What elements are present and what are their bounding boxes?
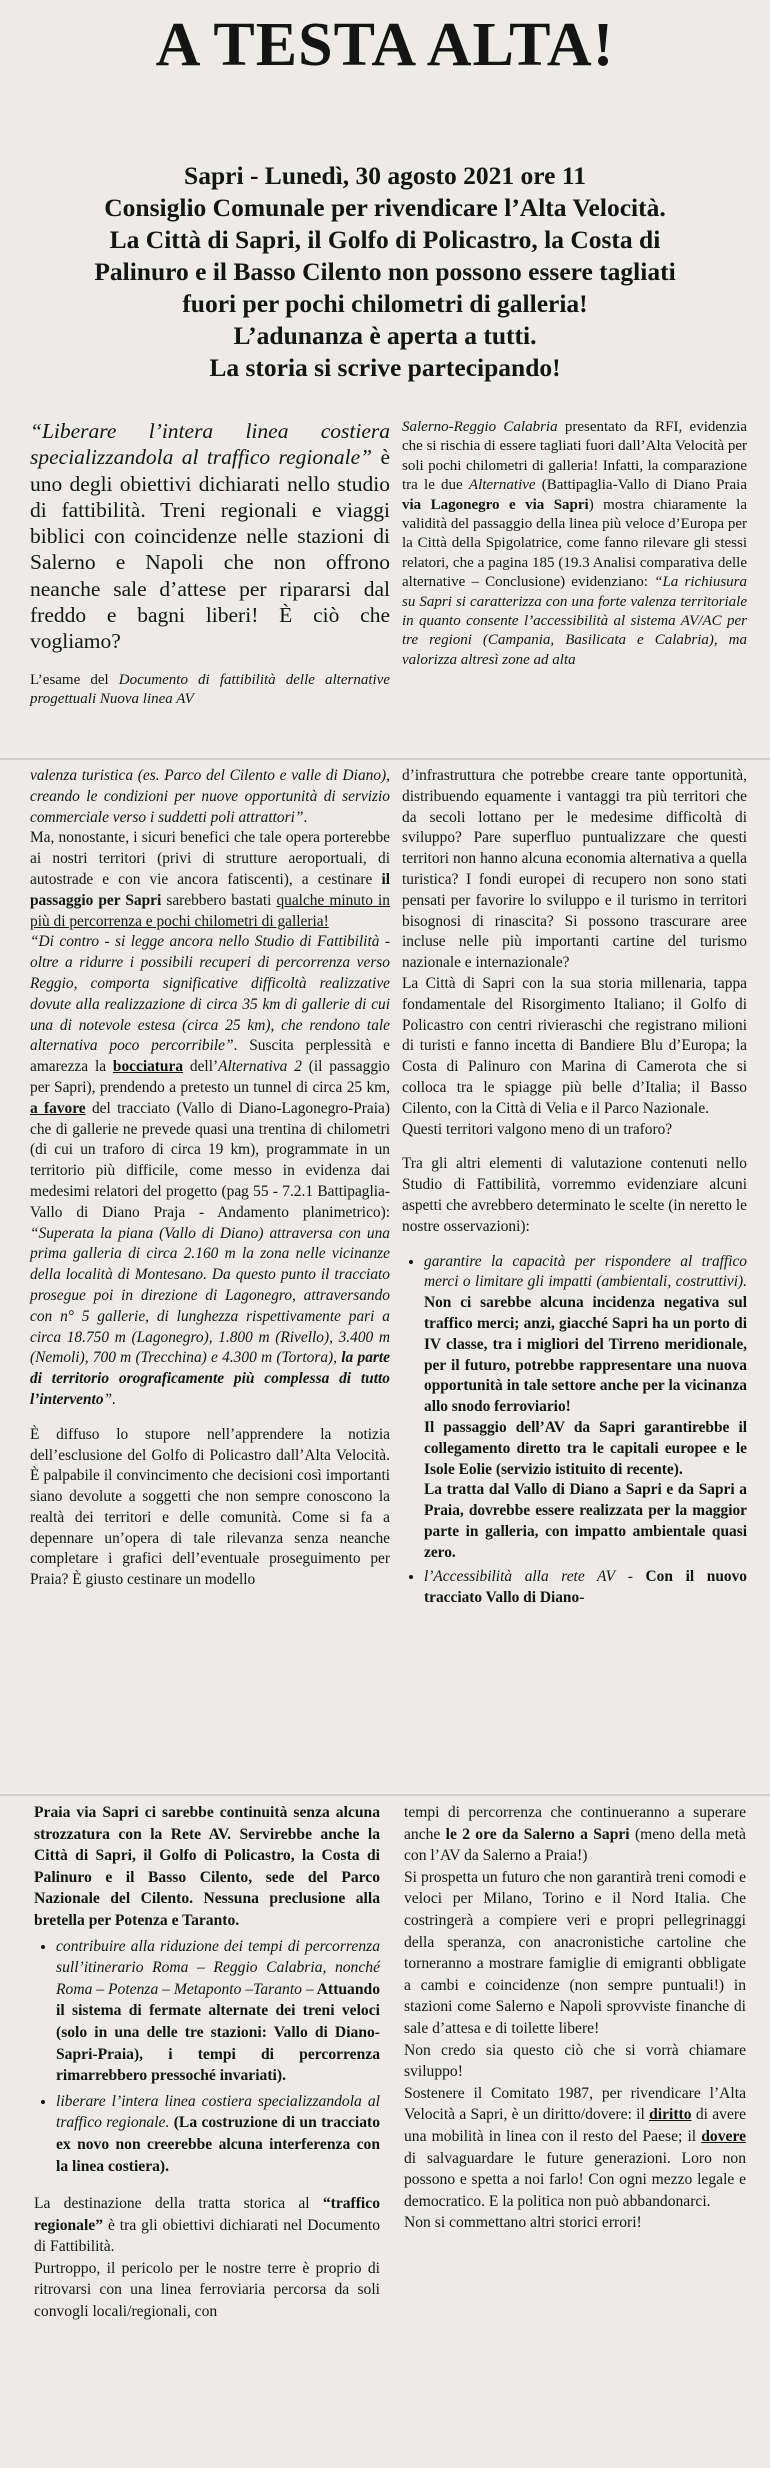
text-span: Salerno-Reggio Calabria	[402, 419, 558, 435]
paragraph	[402, 418, 747, 670]
paragraph	[404, 1802, 746, 1867]
text-span: .	[303, 808, 308, 826]
paragraph: Si prospetta un futuro che non garantirà treni comodi e veloci per Milano, Torino e il Nord Italia. Che costringerà a compiere veri e propri pellegrinaggi della speranza, con anacronistiche cartoline che torneranno a mostrare famiglie di emigranti obbligate a cambi e coincidenze (non sempre puntuali!) in stazioni come Salerno e Napoli sprovviste finanche di sale d’attesa e di toilette libere!	[404, 1868, 746, 2037]
text-span: via Lagonegro e via Sapri	[402, 496, 589, 513]
text-span: Alternative	[468, 477, 536, 494]
text-span: del tracciato (Vallo di Diano-Lagonegro-Praia) che di gallerie ne prevede quasi una trentina di chilometri (di cui un traforo di circa 19 km), programmate in un territorio più difficile, come messo in evidenza dai medesimi relatori del progetto (pag 55 - 7.2.1 Battipaglia-Vallo di Diano Praja - Andamento planimetrico):	[30, 1099, 391, 1221]
paragraph: Praia via Sapri ci sarebbe continuità senza alcuna strozzatura con la Rete AV. Servirebbe anche la Città di Sapri, il Golfo di Policastro, la Costa di Palinuro e il Basso Cilento, sede del Parco Nazionale del Cilento. Nessuna preclusione alla bretella per Potenza e Taranto.	[34, 1804, 380, 1929]
quote: “Di contro - si legge ancora nello Studio di Fattibilità - oltre a ridurre i possibili recuperi di percorrenza verso Reggio, comporta significative difficoltà realizzative dovute alla realizzazione di circa 35 km di gallerie di cui una di notevole estesa (circa 25 km), che rendono tale alternativa poco percorribile”	[30, 933, 390, 1055]
text-span: (Battipaglia-Vallo di Diano Praia	[535, 477, 747, 494]
intro-line: La Città di Sapri, il Golfo di Policastro, la Costa di	[109, 225, 661, 254]
paragraph	[30, 766, 390, 828]
text-span: diritto	[649, 2106, 692, 2124]
intro-line: Palinuro e il Basso Cilento non possono essere tagliati	[94, 257, 676, 286]
text-span: dovere	[701, 2127, 746, 2145]
lead-quote: “Liberare l’intera linea costiera specializzandola al traffico regionale”	[30, 419, 390, 470]
text-span: dell’	[183, 1058, 219, 1076]
text-span: Non ci sarebbe alcuna incidenza negativa sul traffico merci; anzi, giacché Sapri ha un porto di IV classe, tra i migliori del Tirreno meridionale, per il futuro, potrebbe rappresentare una nuova opportunità in tale settore anche per la vicinanza allo snodo ferroviario!	[424, 1294, 747, 1416]
bullet-list	[402, 1252, 747, 1610]
section-2-left-column	[30, 766, 390, 1605]
page-separator	[0, 1794, 770, 1796]
text-span: le 2 ore da Salerno a Sapri	[445, 1825, 630, 1843]
list-item	[56, 2091, 380, 2177]
paragraph: d’infrastruttura che potrebbe creare tante opportunità, distribuendo equamente i vantaggi tra più territori che da secoli lottano per le medesime difficoltà di sviluppo? Pare superfluo puntualizzare che questi territori non hanno alcuna economia alternativa a quella turistica? I fondi europei di recupero non sono stati pensati per favorire lo sviluppo e il turismo in territori bisognosi di rinascita? Si possono trascurare aree incluse nelle più importanti cartine del turismo nazionale e internazionale?	[402, 767, 747, 972]
text-span: L’esame del	[30, 671, 119, 688]
section-3-left-column	[34, 1802, 380, 2337]
bullet-list	[34, 1936, 380, 2178]
text-span: La tratta dal Vallo di Diano a Sapri e da Sapri a Praia, dovrebbe essere realizzata per la maggior parte in galleria, con impatto ambientale quasi zero.	[424, 1481, 747, 1561]
lead-text: è uno degli obiettivi dichiarati nello studio di fattibilità. Treni regionali e viaggi biblici con coincidenze nelle stazioni di Salerno e Napoli che non offrono neanche sale d’attese per ripararsi dal freddo e bagni liberi! È ciò che vogliamo?	[30, 445, 391, 654]
paragraph: Non credo sia questo ciò che si vorrà chiamare sviluppo!	[404, 2041, 746, 2081]
text-span: -	[615, 1568, 646, 1586]
text-span: di salvaguardare le future generazioni. Loro non possono e spetta a noi farlo! Con ogni mezzo legale e democratico. E la politica non può abbandonarci.	[404, 2149, 746, 2210]
text-span: ”.	[103, 1390, 116, 1408]
text-span: garantire la capacità per rispondere al traffico merci o limitare gli impatti (ambientali, costruttivi).	[424, 1252, 747, 1291]
text-span: . Suscita perplessità e amarezza la	[30, 1037, 391, 1076]
page-separator	[0, 758, 770, 760]
section-1	[0, 418, 770, 752]
intro-block	[40, 160, 730, 384]
text-span: Attuando il sistema di fermate alternate dei treni veloci (solo in una delle tre stazioni: Vallo di Diano-Sapri-Praia), i tempi di percorrenza rimarrebbero pressoché invariati).	[56, 1980, 380, 2085]
text-span: ) mostra chiaramente la validità del passaggio della linea più veloce d’Europa per la Città della Spigolatrice, come fanno rilevare gli stessi relatori, che a pagina 185 (19.3 Analisi comparativa delle alternative – Conclusione) evidenziano:	[402, 496, 747, 591]
text-span: La destinazione della tratta storica al	[34, 2195, 323, 2213]
text-span: Con il nuovo tracciato Vallo di Diano-	[424, 1568, 747, 1607]
paragraph	[30, 828, 390, 932]
text-span: bocciatura	[112, 1058, 184, 1076]
text-span: Il passaggio dell’AV da Sapri garantirebbe il collegamento diretto tra le capitali europee e le Isole Eolie (servizio istituito di recente).	[424, 1418, 747, 1478]
text-span: a favore	[30, 1099, 86, 1117]
text-span: tempi di percorrenza che continueranno a superare anche	[404, 1804, 746, 1843]
text-span: Sostenere il Comitato 1987, per rivendicare l’Alta Velocità a Sapri, è un diritto/dovere: il	[404, 2084, 746, 2124]
text-span: è tra gli obiettivi dichiarati nel Documento di Fattibilità.	[34, 2216, 380, 2256]
text-span: qualche minuto in più di percorrenza e pochi chilometri di galleria!	[30, 891, 390, 930]
intro-line: L’adunanza è aperta a tutti.	[233, 321, 537, 350]
quote: valenza turistica (es. Parco del Cilento e valle di Diano), creando le condizioni per nuove opportunità di servizio commerciale verso i suddetti poli attrattori”	[30, 767, 390, 826]
list-item	[424, 1252, 747, 1564]
paragraph: La Città di Sapri con la sua storia millenaria, tappa fondamentale del Risorgimento Italiano; il Golfo di Policastro con centri rivieraschi che registrano milioni di turisti e fanno incetta di Bandiere Blu d’Europa; la Costa di Palinuro con Marina di Camerota che si colloca tra le spiagge più belle d’Italia; il Basso Cilento, con la Città di Velia e il Parco Nazionale.	[402, 974, 747, 1117]
paragraph	[30, 671, 390, 710]
text-span: la parte di territorio orograficamente più complessa di tutto l’intervento	[30, 1349, 390, 1408]
section-1-left-column	[30, 418, 390, 723]
intro-line: La storia si scrive partecipando!	[209, 353, 561, 382]
lead-paragraph	[30, 418, 390, 655]
section-1-right-column	[402, 418, 747, 684]
paragraph: Purtroppo, il pericolo per le nostre terre è proprio di ritrovarsi con una linea ferroviaria percorsa da soli convogli locali/regionali, con	[34, 2259, 380, 2321]
quote: “Superata la piana (Vallo di Diano) attraversa con una prima galleria di circa 2.160 m la zona nelle vicinanze della località di Montesano. Da questo punto il tracciato prosegue poi in direzione di Lagonegro, attraversando con n° 5 gallerie, di lunghezza rispettivamente pari a circa 18.750 m (Lagonegro), 1.800 m (Rivello), 3.400 m (Nemoli), 700 m (Trecchina) e 4.300 m (Tortora),	[30, 1224, 390, 1367]
main-title: A TESTA ALTA!	[155, 11, 615, 79]
paragraph	[34, 2193, 380, 2258]
text-span: “traffico regionale”	[34, 2195, 380, 2234]
intro-line: Sapri - Lunedì, 30 agosto 2021 ore 11	[184, 161, 586, 190]
paragraph	[30, 932, 390, 1410]
text-span: Alternativa 2	[218, 1058, 302, 1076]
quote: “La richiusura su Sapri si caratterizza con una forte valenza territoriale in quanto consente l’accessibilità al sistema AV/AC per tre regioni (Campania, Basilicata e Calabria), ma valorizza altresì zone ad alta	[402, 574, 747, 668]
paragraph: È diffuso lo stupore nell’apprendere la notizia dell’esclusione del Golfo di Policastro dall’Alta Velocità. È palpabile il convincimento che decisioni così importanti siano devolute a soggetti che non sempre conoscono la realtà dei territori e delle comunità. Come si fa a depennare un’opera di tale rilevanza senza neanche completare i grafici dell’eventuale proseguimento per Praia? È giusto cestinare un modello	[30, 1425, 390, 1589]
text-span: il passaggio per Sapri	[30, 870, 390, 909]
text-span: (La costruzione di un tracciato ex novo non creerebbe alcuna interferenza con la linea costiera).	[56, 2114, 380, 2175]
list-item	[56, 1936, 380, 2087]
section-2	[0, 766, 770, 1788]
text-span: (il passaggio per Sapri), prendendo a pretesto un tunnel di circa 25 km,	[30, 1058, 390, 1096]
text-span: (meno della metà con l’AV da Salerno a Praia!)	[404, 1825, 746, 1865]
text-span: l’Accessibilità alla rete AV	[424, 1568, 616, 1586]
list-item	[424, 1567, 747, 1609]
paragraph	[404, 2083, 746, 2213]
paragraph: Tra gli altri elementi di valutazione contenuti nello Studio di Fattibilità, vorremmo evidenziare alcuni aspetti che avrebbero determinato le scelte (in neretto le nostre osservazioni):	[402, 1155, 747, 1235]
text-span: Ma, nonostante, i sicuri benefici che tale opera porterebbe ai nostri territori (privi di strutture aeroportuali, di autostrade e con vie ancora fatiscenti), a cestinare	[30, 829, 390, 888]
intro-line: fuori per pochi chilometri di galleria!	[182, 289, 588, 318]
document-title: Documento di fattibilità delle alternative progettuali Nuova linea AV	[30, 671, 390, 708]
section-3-right-column	[404, 1802, 746, 2248]
text-span: sarebbero bastati	[161, 891, 277, 909]
text-span: di avere una mobilità in linea con il resto del Paese; il	[404, 2106, 746, 2145]
text-span: liberare l’intera linea costiera specializzandola al traffico regionale.	[56, 2092, 380, 2132]
paragraph: Questi territori valgono meno di un traforo?	[402, 1120, 673, 1138]
paragraph: Non si commettano altri storici errori!	[404, 2214, 642, 2232]
intro-line: Consiglio Comunale per rivendicare l’Alta Velocità.	[104, 193, 666, 222]
text-span: contribuire alla riduzione dei tempi di percorrenza sull’itinerario Roma – Reggio Calabria, nonché Roma – Potenza – Metaponto –Taranto –	[56, 1937, 380, 1998]
section-2-right-column	[402, 766, 747, 1617]
section-3	[0, 1802, 770, 2468]
text-span: presentato da RFI, evidenzia che si rischia di essere tagliati fuori dall’Alta Velocità per soli pochi chilometri di galleria! Infatti, la comparazione tra le due	[402, 419, 748, 494]
